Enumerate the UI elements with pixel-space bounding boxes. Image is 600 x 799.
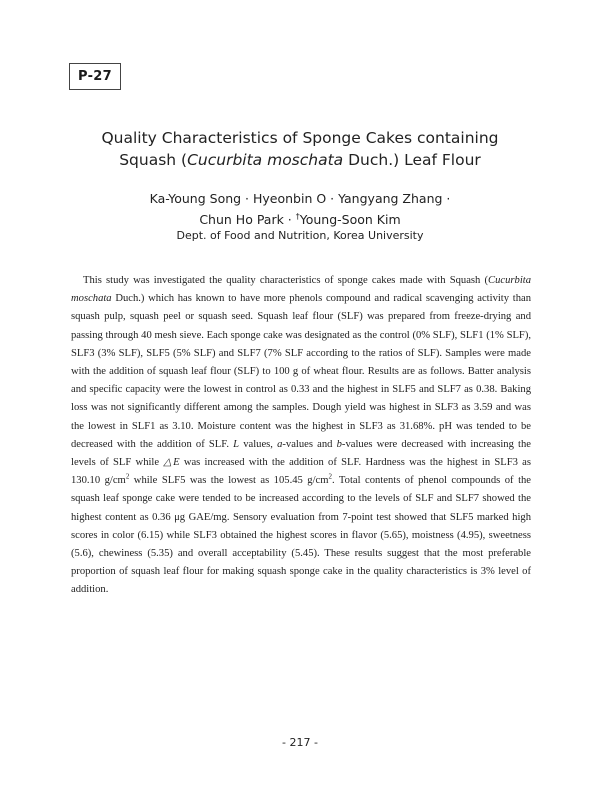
- abstract-superscript: 2: [328, 472, 332, 481]
- authors-line-1: Ka-Young Song · Hyeonbin O · Yangyang Zhang ·: [149, 191, 451, 206]
- abstract-text: Duch.) which has known to have more phenols compound and radical scavenging activity than squash pulp, squash peel or squash seed. Squash leaf flour (SLF) was prepared from freeze-drying and passing through 40 mesh sieve. Each sponge cake was designated as the control (0% SLF), SLF1 (1% SLF), SLF3 (3% SLF), SLF5 (5% SLF) and SLF7 (7% SLF according to the ratios of SLF). Samples were made with the addition of squash leaf flour (SLF) to 100 g of wheat flour. Results are as follows. Batter analysis and specific capacity were the lowest in control as 0.33 and the highest in SLF5 and SLF7 as 0.38. Baking loss was not significantly different among the samples. Dough yield was highest in SLF3 as 3.59 and was the lowest in SLF1 as 3.10. Moisture content was the highest in SLF3 as 31.68%. pH was tended to be decreased with the addition of SLF.: [71, 293, 531, 450]
- title-line-2: [40, 149, 560, 171]
- abstract-text: while SLF5 was the lowest as 105.45 g/cm: [129, 475, 329, 487]
- abstract-paragraph: [71, 272, 531, 600]
- abstract-italic-b: b: [336, 438, 342, 450]
- title-line-1: Quality Characteristics of Sponge Cakes containing: [101, 129, 499, 147]
- title-line-2-prefix: Squash (: [119, 151, 188, 169]
- abstract-text: . Total contents of phenol compounds of the squash leaf sponge cake were tended to be increased according to the levels of SLF and SLF7 showed the highest content as 0.36 μg GAE/mg. Sensory evaluation from 7-point test showed that SLF5 marked high scores in color (6.15) while SLF3 obtained the highest scores in flavor (5.65), moistness (4.95), sweetness (5.6), chewiness (5.35) and overall acceptability (5.45). These results suggest that the most preferable proportion of squash leaf flour for making squash sponge cake in the quality characteristics is 3% level of addition.: [71, 475, 532, 596]
- affiliation: Dept. of Food and Nutrition, Korea University: [176, 229, 424, 242]
- abstract-delta-e: △E: [163, 457, 180, 469]
- poster-code-badge: P-27: [69, 63, 121, 90]
- author-list: [40, 190, 560, 229]
- corresponding-author-mark: †: [295, 212, 300, 221]
- title-line-2-suffix: Duch.) Leaf Flour: [343, 151, 481, 169]
- paper-title: [40, 127, 560, 171]
- page-number: - 217 -: [282, 736, 318, 749]
- corresponding-author-name: Young-Soon Kim: [299, 212, 401, 228]
- abstract-species-italic: Cucurbita moschata: [71, 275, 531, 305]
- abstract-body: [71, 272, 531, 600]
- abstract-text: was increased with the addition of SLF. Hardness was the highest in SLF3 as 130.10 g/cm: [71, 457, 532, 487]
- abstract-superscript: 2: [125, 472, 130, 481]
- abstract-text: This study was investigated the quality characteristics of sponge cakes made with Squash (: [83, 275, 489, 286]
- abstract-text: values,: [239, 438, 278, 450]
- abstract-italic-L: L: [233, 438, 240, 450]
- abstract-text: -values were decreased with increasing the levels of SLF while: [71, 438, 531, 469]
- title-species-name: Cucurbita moschata: [187, 151, 344, 169]
- abstract-text: -values and: [282, 438, 337, 450]
- abstract-italic-a: a: [277, 438, 283, 450]
- authors-line-2: [40, 208, 560, 229]
- authors-line-2-prefix: Chun Ho Park ·: [199, 212, 296, 228]
